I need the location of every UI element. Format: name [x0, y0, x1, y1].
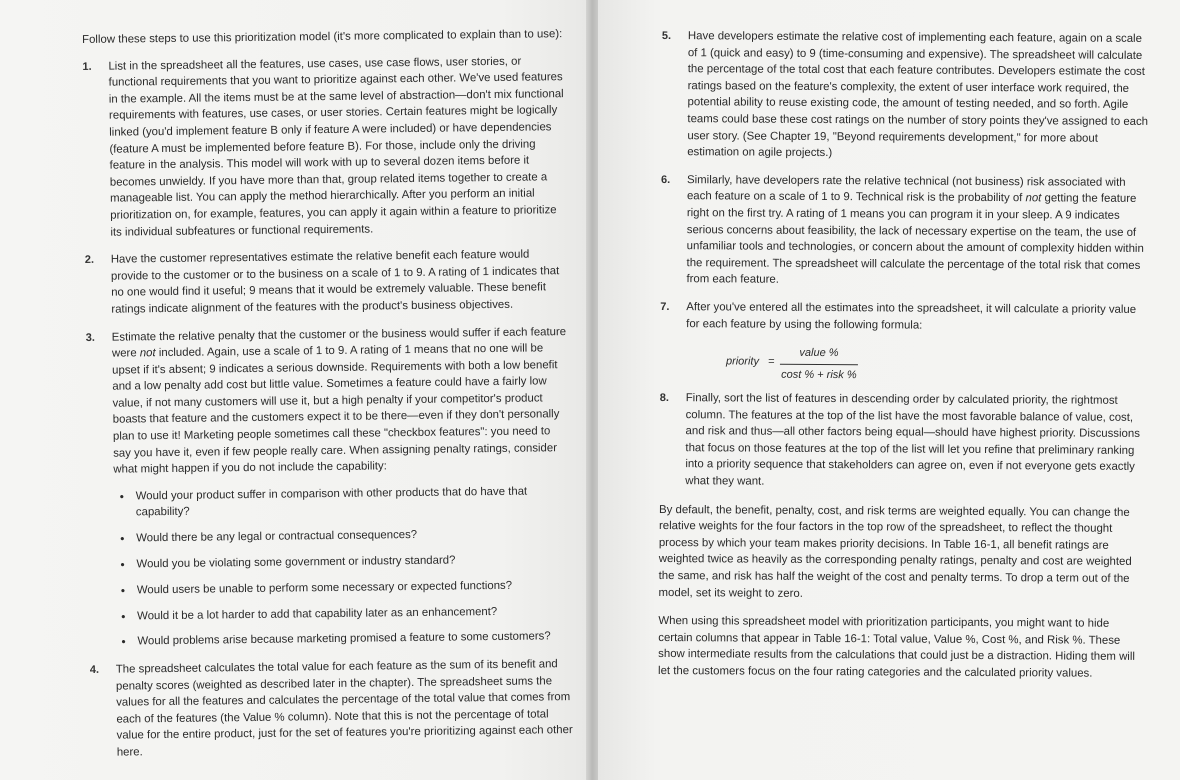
list-item	[115, 628, 573, 650]
steps-list-right	[659, 28, 1150, 493]
step-text: List in the spreadsheet all the features, use cases, use case flows, user stories, or functional requirements that you want to prioritize against each other. We've used features in the example. All the items must be at the same level of abstraction—don't mix functional requirements with features, use cases, or user stories. Certain features might be logically linked (you'd implement feature B only if feature A were included) or have dependencies (feature A must be implemented before feature B). For those, include only the driving feature in the analysis. This model will work with up to several dozen items before it becomes unwieldy. If you have more than that, group related items together to create a manageable list. You can apply the method hierarchically. After you perform an initial prioritization on, for example, features, you can apply it again within a feature to prioritize its individual subfeatures or functional requirements.	[108, 55, 564, 239]
step-number: 5.	[661, 29, 672, 43]
step-text: Have developers estimate the relative cost of implementing each feature, again on a scale of 1 (quick and easy) to 9 (time-consuming and expensive). The spreadsheet will calculate the percentage of the total cost that each feature contributes. Developers estimate the cost ratings based on the feature's complexity, the extent of user interface work required, the potential ability to reuse existing code, the amount of testing needed, and so forth. Agile teams could base these cost ratings on the number of story points they've assigned to each user story. (See Chapter 19, "Beyond requirements development," for more about estimation on agile projects.)	[687, 30, 1149, 160]
step-text: Finally, sort the list of features in descending order by calculated priority, the rightmost column. The features at the top of the list have the most favorable balance of value, cost, and risk and thus—all other factors being equal—should have highest priority. Discussions that focus on those features at the top of the list will let you refine that preliminary ranking into a priority sequence that stakeholders can agree on, even if not everyone gets exactly what they want.	[685, 392, 1140, 488]
step-5	[661, 28, 1150, 164]
step-text: Have the customer representatives estimate the relative benefit each feature would provide to the customer or to the business on a scale of 1 to 9. A rating of 1 indicates that no one would find it useful; 9 means that it would be extremely valuable. These benefit ratings indicate alignment of the features with the product's business objectives.	[110, 248, 560, 316]
bullet-icon: •	[121, 634, 126, 649]
bullet-icon: •	[120, 557, 125, 572]
right-page	[598, 0, 1180, 780]
step-number: 4.	[89, 663, 100, 676]
steps-list-left	[82, 53, 575, 762]
step-number: 8.	[659, 392, 669, 405]
step-text-part: Estimate the relative penalty that the customer or the business would suffer if each feature were	[111, 325, 567, 360]
right-page-text	[658, 28, 1150, 683]
step-text-part: Similarly, have developers rate the relative technical (not business) risk associated with each feature on a scale of 1 to 9. Technical risk is the probability of	[686, 173, 1126, 205]
bullet-text: Would you be violating some government or industry standard?	[136, 554, 456, 571]
step-text: The spreadsheet calculates the total value for each feature as the sum of its benefit and penalty scores (weighted as described later in the chapter). The spreadsheet sums the values for all the features and calculates the percentage of the total value that comes from each of the features (the Value % column). Note that this is not the percentage of total value for the entire product, just for the set of features you're prioritizing against each other here.	[115, 658, 573, 759]
list-item	[115, 603, 573, 625]
bullet-icon: •	[120, 583, 126, 598]
bullet-text: Would users be unable to perform some necessary or expected functions?	[136, 579, 513, 597]
formula-numerator: value %	[780, 345, 858, 365]
step-number: 3.	[85, 331, 95, 344]
weighting-paragraph: By default, the benefit, penalty, cost, and risk terms are weighted equally. You can change the relative weights for the four factors in the top row of the spreadsheet, to reflect the thought process by which your team makes priority decisions. In Table 16-1, all benefit ratings are weighted twice as heavily as the corresponding penalty ratings, penalty and cost are weighted the same, and risk has half the weight of the cost and penalty terms. To drop a term out of the model, set its weight to zero.	[658, 503, 1132, 600]
step-text: After you've entered all the estimates into the spreadsheet, it will calculate a priority value for each feature by using the following formula:	[686, 301, 1137, 332]
left-page-text	[82, 26, 575, 761]
left-page	[0, 0, 588, 780]
list-item	[114, 483, 572, 522]
hiding-columns-paragraph: When using this spreadsheet model with prioritization participants, you might want to hide certain columns that appear in Table 16-1: Total value, Value %, Cost %, and Risk %. These show intermediate results from the calculations that could just be a distraction. Hiding them will let the customers focus on the four rating categories and the calculated priority values.	[658, 615, 1135, 680]
bullet-text: Would problems arise because marketing promised a feature to some customers?	[137, 630, 551, 648]
step-3	[86, 324, 574, 651]
formula-fraction	[780, 345, 858, 384]
bullet-icon: •	[120, 531, 125, 546]
bullet-text: Would your product suffer in comparison with other products that do have that capability?	[135, 485, 528, 519]
bullet-icon: •	[121, 609, 126, 624]
step-number: 6.	[661, 173, 671, 186]
step-number: 1.	[82, 60, 92, 73]
formula-denominator: cost % + risk %	[781, 368, 857, 381]
step-text-part: included. Again, use a scale of 1 to 9. A rating of 1 means that no one will be upset if it's absent; 9 indicates a serious downside. Requirements with both a low benefit and a low penalty add cost but little value. Sometimes a feature could have a fairly low value, if not many customers will use it, but a high penalty if your competitor's product boasts that feature and the customers expect it to be there—even if they don't personally plan to use it! Marketing people sometimes call these "checkbox features": you need to say you have it, even if few people really care. When assigning penalty ratings, consider what might happen if you do not include the capability:	[112, 342, 560, 476]
step-number: 7.	[660, 300, 670, 313]
step-text-part: getting the feature right on the first try. A rating of 1 means you can program it in your sleep. A 9 indicates serious concerns about feasibility, the lack of necessary expertise on the team, the use of unfamiliar tools and technologies, or concern about the amount of complexity hidden within the requirement. The spreadsheet will calculate the percentage of the total risk that comes from each feature.	[686, 192, 1144, 287]
bullet-text: Would there be any legal or contractual consequences?	[136, 529, 418, 545]
formula-equals: =	[767, 355, 775, 368]
step-1	[82, 53, 568, 241]
step-6	[660, 172, 1149, 291]
list-item	[115, 577, 573, 599]
list-item	[114, 551, 572, 573]
step-2	[85, 246, 570, 318]
intro-paragraph: Follow these steps to use this prioritization model (it's more complicated to explain than to use):	[82, 28, 563, 46]
bullet-text: Would it be a lot harder to add that capability later as an enhancement?	[137, 605, 498, 622]
emphasis: not	[139, 347, 156, 360]
priority-formula	[690, 344, 1148, 381]
step-text	[112, 326, 567, 476]
step-number: 2.	[84, 253, 95, 267]
formula-lhs: priority	[725, 355, 760, 368]
step-7	[660, 299, 1148, 381]
step-text	[686, 174, 1143, 286]
step-8	[659, 390, 1148, 493]
step-4	[90, 656, 575, 761]
penalty-questions	[114, 483, 574, 651]
emphasis: not	[1025, 192, 1042, 205]
list-item	[114, 525, 572, 547]
bullet-icon: •	[119, 489, 124, 504]
